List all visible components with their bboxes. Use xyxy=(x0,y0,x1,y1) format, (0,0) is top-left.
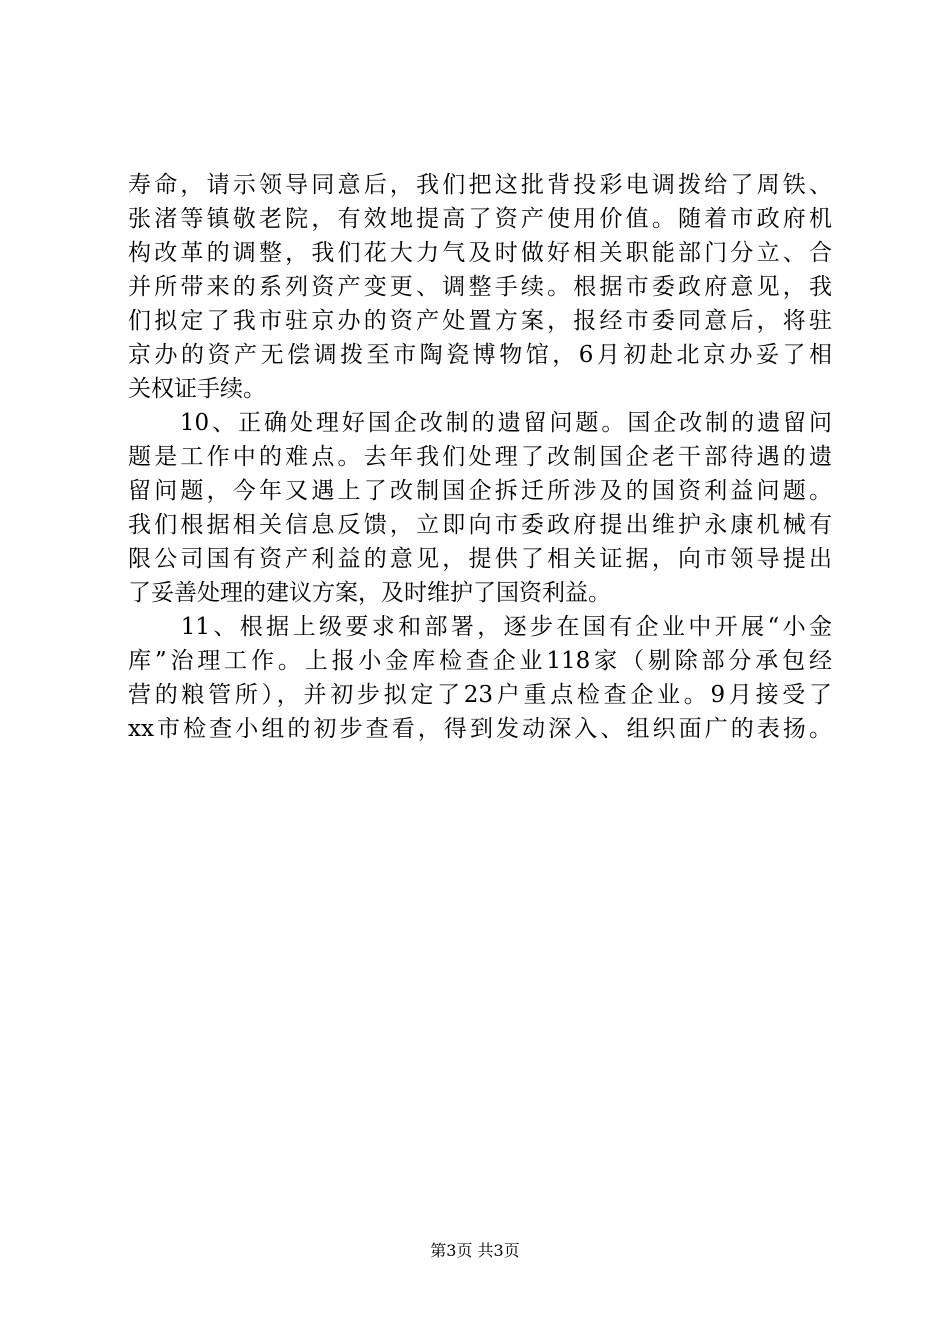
text-line-16: 营的粮管所），并初步拟定了23户重点检查企业。9月接受了 xyxy=(128,682,832,708)
page-footer: 第3页 共3页 xyxy=(430,1241,520,1260)
text-line-11: 我们根据相关信息反馈，立即向市委政府提出维护永康机械有 xyxy=(128,512,832,538)
text-line-3: 构改革的调整，我们花大力气及时做好相关职能部门分立、合 xyxy=(128,240,832,266)
text-line-7: 关权证手续。 xyxy=(128,376,266,402)
text-line-15: 库”治理工作。上报小金库检查企业118家（剔除部分承包经 xyxy=(128,648,832,674)
text-line-1: 寿命，请示领导同意后，我们把这批背投彩电调拨给了周铁、 xyxy=(128,172,832,198)
text-line-8: 10、正确处理好国企改制的遗留问题。国企改制的遗留问 xyxy=(128,410,832,436)
text-line-4: 并所带来的系列资产变更、调整手续。根据市委政府意见，我 xyxy=(128,274,832,300)
document-body xyxy=(128,168,832,746)
text-line-12: 限公司国有资产利益的意见，提供了相关证据，向市领导提出 xyxy=(128,546,832,572)
text-line-9: 题是工作中的难点。去年我们处理了改制国企老干部待遇的遗 xyxy=(128,444,832,470)
text-line-5: 们拟定了我市驻京办的资产处置方案，报经市委同意后，将驻 xyxy=(128,308,832,334)
text-line-14: 11、根据上级要求和部署，逐步在国有企业中开展“小金 xyxy=(128,614,832,640)
text-line-17: xx市检查小组的初步查看，得到发动深入、组织面广的表扬。 xyxy=(128,716,832,742)
text-line-2: 张渚等镇敬老院，有效地提高了资产使用价值。随着市政府机 xyxy=(128,206,832,232)
text-line-13: 了妥善处理的建议方案，及时维护了国资利益。 xyxy=(128,580,611,606)
text-line-10: 留问题，今年又遇上了改制国企拆迁所涉及的国资利益问题。 xyxy=(128,478,832,504)
text-line-6: 京办的资产无偿调拨至市陶瓷博物馆，6月初赴北京办妥了相 xyxy=(128,342,832,368)
